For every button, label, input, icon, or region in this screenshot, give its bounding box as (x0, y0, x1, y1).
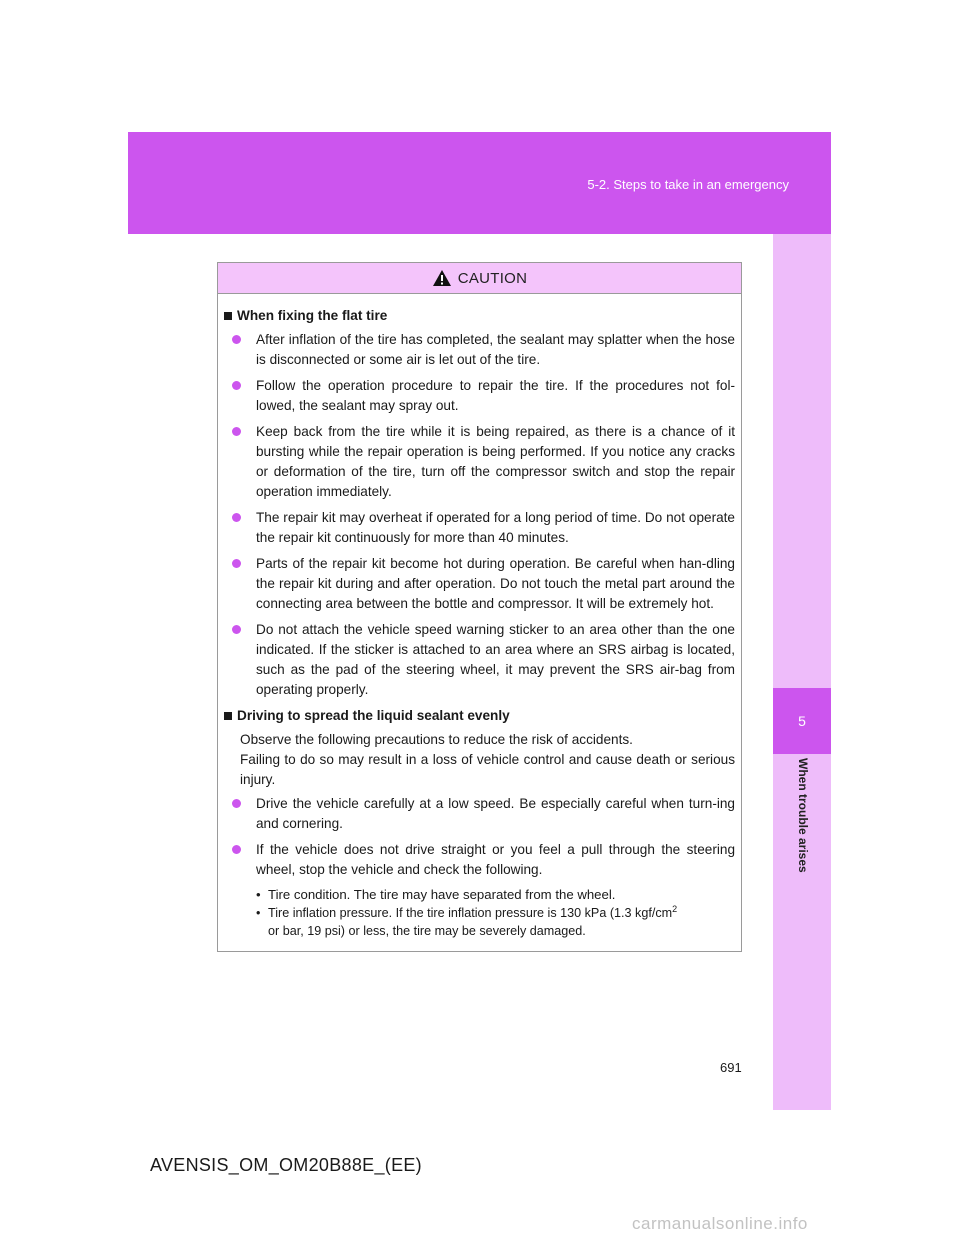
caution-title: CAUTION (457, 269, 528, 287)
sub-list (256, 886, 735, 940)
chapter-number: 5 (798, 713, 806, 729)
square-bullet-icon (224, 712, 232, 720)
round-bullet-icon (232, 513, 241, 522)
list-item (232, 840, 735, 940)
list-item-text: Keep back from the tire while it is being repaired, as there is a chance of it bursting while the repair operation is being performed. If you notice any cracks or deformation of the tire, turn off the compressor switch and stop the repair operation immediately. (256, 424, 735, 499)
page-number: 691 (720, 1060, 742, 1075)
caution-body (218, 294, 741, 940)
sub-list-item (256, 886, 735, 904)
list-item (232, 794, 735, 834)
section-heading-text: Driving to spread the liquid sealant evenly (237, 708, 510, 723)
section-title: 5-2. Steps to take in an emergency (587, 177, 789, 192)
sub-list-item (256, 904, 735, 940)
paragraph: Observe the following precautions to reduce the risk of accidents. (240, 732, 633, 747)
document-code: AVENSIS_OM_OM20B88E_(EE) (150, 1155, 422, 1175)
section-heading (224, 306, 735, 326)
list-item-text: Do not attach the vehicle speed warning sticker to an area other than the one indicated. If the sticker is attached to an area where an SRS airbag is located, such as the pad of the steering wheel, it may prevent the SRS air-bag from operating properly. (256, 622, 735, 697)
list-item (232, 376, 735, 416)
round-bullet-icon (232, 335, 241, 344)
warning-triangle-icon (432, 269, 452, 287)
round-bullet-icon (232, 427, 241, 436)
round-bullet-icon (232, 559, 241, 568)
round-bullet-icon (232, 625, 241, 634)
list-item-text: Parts of the repair kit become hot during operation. Be careful when han-dling the repair kit during and after operation. Do not touch the metal part around the connecting area between the bottle and compressor. It will be extremely hot. (256, 556, 735, 611)
chapter-title: When trouble arises (796, 758, 810, 873)
list-item-text: After inflation of the tire has completed, the sealant may splatter when the hose is disconnected or some air is let out of the tire. (256, 332, 735, 367)
section-heading-text: When fixing the flat tire (237, 308, 388, 323)
sub-bullet: • (256, 906, 261, 920)
list-item-text: Follow the operation procedure to repair the tire. If the procedures not fol-lowed, the sealant may spray out. (256, 378, 735, 413)
chapter-tab[interactable] (773, 688, 831, 754)
side-tab (773, 234, 831, 1110)
square-bullet-icon (224, 312, 232, 320)
sub-bullet: • (256, 887, 261, 902)
sub-list-item-text-continued: or bar, 19 psi) or less, the tire may be severely damaged. (268, 924, 586, 938)
list-item (232, 422, 735, 502)
list-item-text: Drive the vehicle carefully at a low speed. Be especially careful when turn-ing and cornering. (256, 796, 735, 831)
list-item (232, 620, 735, 700)
header-band (128, 132, 831, 234)
caution-header (218, 263, 741, 294)
watermark: carmanualsonline.info (632, 1214, 808, 1233)
list-item (232, 508, 735, 548)
paragraph: Failing to do so may result in a loss of vehicle control and cause death or serious injury. (240, 752, 735, 787)
section-heading (224, 706, 735, 726)
round-bullet-icon (232, 381, 241, 390)
superscript: 2 (672, 903, 678, 914)
round-bullet-icon (232, 845, 241, 854)
list-item-text: If the vehicle does not drive straight or you feel a pull through the steering wheel, stop the vehicle and check the following. (256, 842, 735, 877)
list-item (232, 554, 735, 614)
list-item-text: The repair kit may overheat if operated for a long period of time. Do not operate the repair kit continuously for more than 40 minutes. (256, 510, 735, 545)
list-item (232, 330, 735, 370)
caution-box (217, 262, 742, 952)
round-bullet-icon (232, 799, 241, 808)
sub-list-item-text: Tire condition. The tire may have separated from the wheel. (268, 887, 616, 902)
sub-list-item-text: Tire inflation pressure. If the tire inflation pressure is 130 kPa (1.3 kgf/cm (268, 906, 673, 920)
